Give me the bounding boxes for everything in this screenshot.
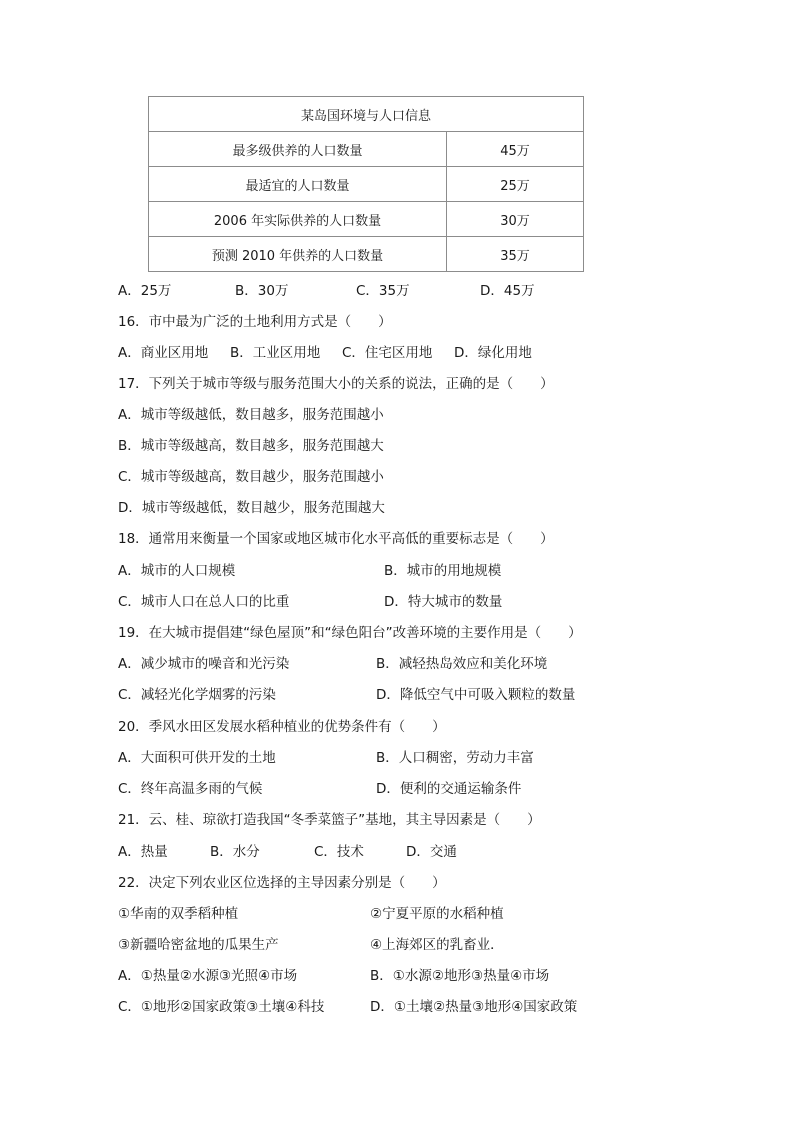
info-table <box>148 96 584 272</box>
table-row <box>149 202 584 237</box>
q22-option-c: C．①地形②国家政策③土壤④科技 <box>118 999 325 1015</box>
q15-option-c: C．35万 <box>356 283 410 299</box>
q16-option-b: B．工业区用地 <box>230 345 321 361</box>
row-value: 35万 <box>447 237 584 272</box>
q19-stem: 19．在大城市提倡建“绿色屋顶”和“绿色阳台”改善环境的主要作用是（ ） <box>118 625 582 641</box>
q17-option-a: A．城市等级越低，数目越多，服务范围越小 <box>118 407 384 423</box>
q21-option-a: A．热量 <box>118 844 168 860</box>
q16-option-a: A．商业区用地 <box>118 345 209 361</box>
row-label: 最适宜的人口数量 <box>149 167 447 202</box>
q19-option-a: A．减少城市的噪音和光污染 <box>118 656 290 672</box>
q21-stem: 21．云、桂、琼欲打造我国“冬季菜篮子”基地，其主导因素是（ ） <box>118 812 541 828</box>
table-row <box>149 132 584 167</box>
q21-option-c: C．技术 <box>314 844 364 860</box>
table-row <box>149 237 584 272</box>
table-title: 某岛国环境与人口信息 <box>149 97 584 132</box>
q22-option-d: D．①土壤②热量③地形④国家政策 <box>370 999 578 1015</box>
q21-option-d: D．交通 <box>406 844 457 860</box>
q21-option-b: B．水分 <box>210 844 260 860</box>
row-value: 30万 <box>447 202 584 237</box>
q16-option-c: C．住宅区用地 <box>342 345 433 361</box>
q15-option-a: A．25万 <box>118 283 172 299</box>
q18-option-a: A．城市的人口规模 <box>118 563 236 579</box>
row-value: 45万 <box>447 132 584 167</box>
q22-option-b: B．①水源②地形③热量④市场 <box>370 968 550 984</box>
q20-option-d: D．便利的交通运输条件 <box>376 781 522 797</box>
q20-option-c: C．终年高温多雨的气候 <box>118 781 263 797</box>
q19-option-d: D．降低空气中可吸入颗粒的数量 <box>376 687 576 703</box>
row-value: 25万 <box>447 167 584 202</box>
row-label: 预测 2010 年供养的人口数量 <box>149 237 447 272</box>
q18-option-c: C．城市人口在总人口的比重 <box>118 594 290 610</box>
q18-stem: 18．通常用来衡量一个国家或地区城市化水平高低的重要标志是（ ） <box>118 531 554 547</box>
q16-option-d: D．绿化用地 <box>454 345 532 361</box>
q16-stem: 16．市中最为广泛的土地利用方式是（ ） <box>118 314 392 330</box>
q22-item-4: ④上海郊区的乳畜业． <box>370 937 504 953</box>
q15-option-b: B．30万 <box>235 283 289 299</box>
q22-stem: 22．决定下列农业区位选择的主导因素分别是（ ） <box>118 875 446 891</box>
table-header-row <box>149 97 584 132</box>
q19-option-c: C．减轻光化学烟雾的污染 <box>118 687 276 703</box>
q18-option-d: D．特大城市的数量 <box>384 594 503 610</box>
row-label: 2006 年实际供养的人口数量 <box>149 202 447 237</box>
q15-option-d: D．45万 <box>480 283 535 299</box>
q17-option-b: B．城市等级越高，数目越多，服务范围越大 <box>118 438 384 454</box>
q20-option-a: A．大面积可供开发的土地 <box>118 750 276 766</box>
q22-item-2: ②宁夏平原的水稻种植 <box>370 906 504 922</box>
q20-option-b: B．人口稠密，劳动力丰富 <box>376 750 534 766</box>
q19-option-b: B．减轻热岛效应和美化环境 <box>376 656 548 672</box>
q20-stem: 20．季风水田区发展水稻种植业的优势条件有（ ） <box>118 719 446 735</box>
q22-item-3: ③新疆哈密盆地的瓜果生产 <box>118 937 279 953</box>
q22-item-1: ①华南的双季稻种植 <box>118 906 239 922</box>
q18-option-b: B．城市的用地规模 <box>384 563 502 579</box>
q17-stem: 17．下列关于城市等级与服务范围大小的关系的说法，正确的是（ ） <box>118 376 554 392</box>
table-row <box>149 167 584 202</box>
q17-option-c: C．城市等级越高，数目越少，服务范围越小 <box>118 469 384 485</box>
q17-option-d: D．城市等级越低，数目越少，服务范围越大 <box>118 500 385 516</box>
q22-option-a: A．①热量②水源③光照④市场 <box>118 968 298 984</box>
row-label: 最多级供养的人口数量 <box>149 132 447 167</box>
